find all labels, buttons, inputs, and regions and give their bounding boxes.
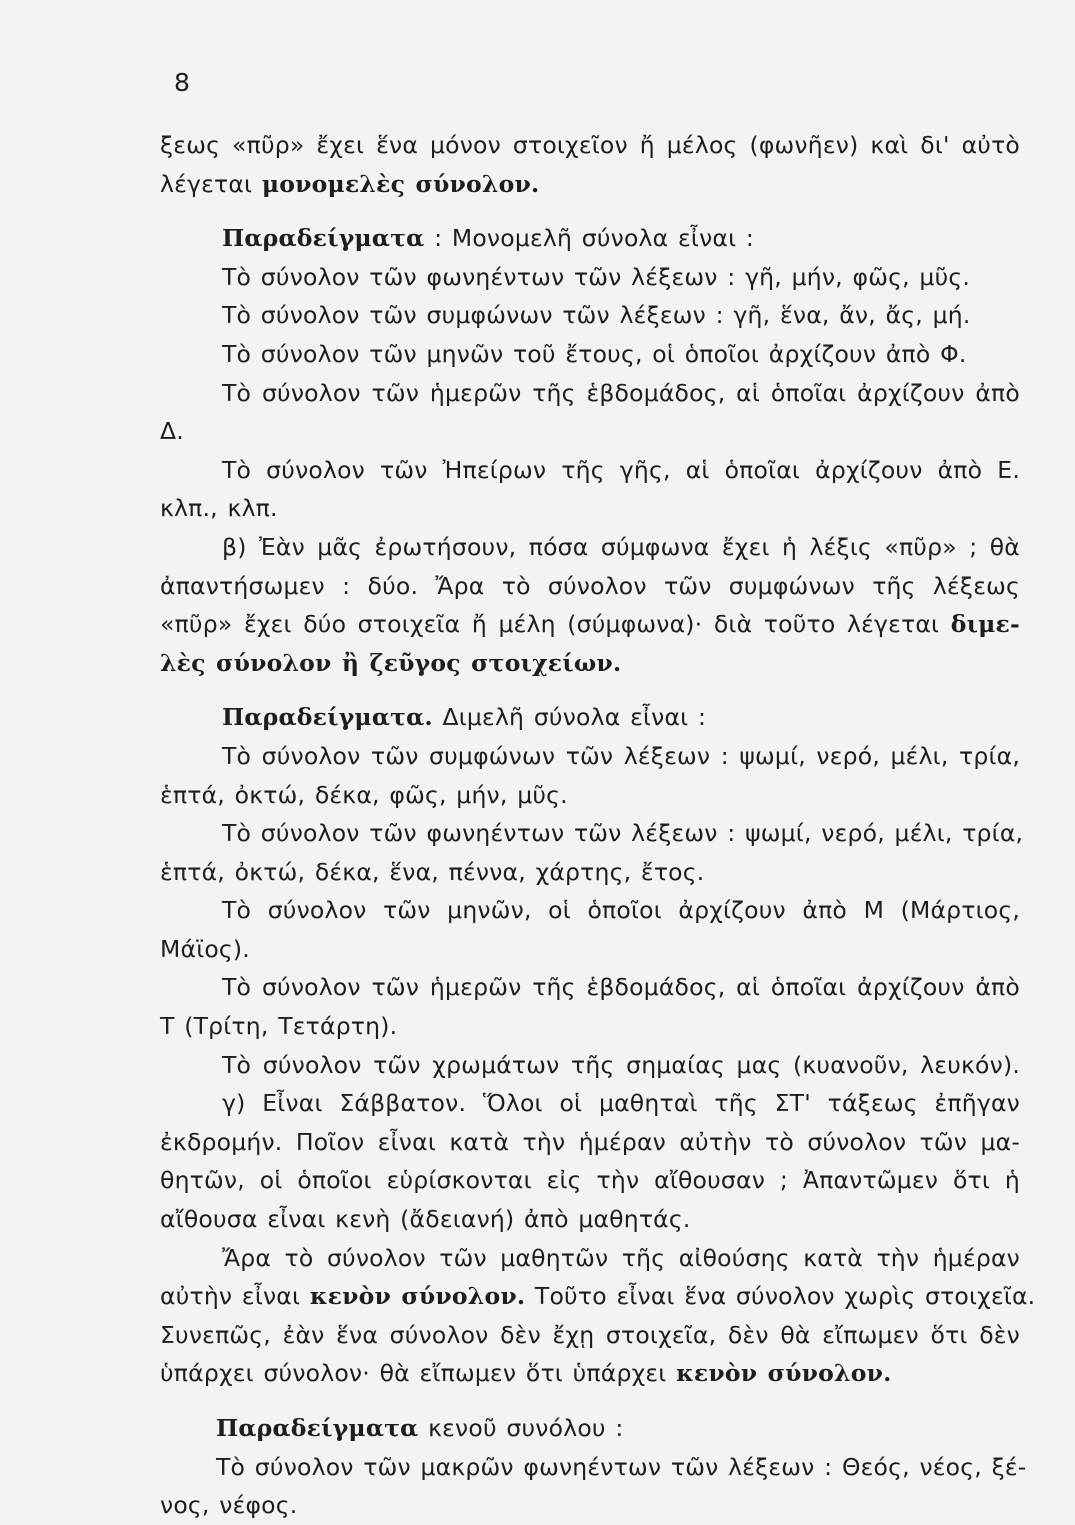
text-line: ἑπτά, ὀκτώ, δέκα, ἕνα, πέννα, χάρτης, ἔτος. <box>160 857 705 886</box>
text-line: Μάϊος). <box>160 934 250 963</box>
term-kenon: κενὸν σύνολον. <box>309 1282 526 1311</box>
text-line: Τὸ σύνολον τῶν ἡμερῶν τῆς ἑβδομάδος, αἱ ὁποῖαι ἀρχίζουν ἀπὸ <box>222 973 1020 1002</box>
text-line: «πῦρ» ἔχει δύο στοιχεῖα ἤ μέλη (σύμφωνα)· διὰ τοῦτο λέγεται διμε- <box>160 610 1020 639</box>
text-line: Τ (Τρίτη, Τετάρτη). <box>160 1012 398 1041</box>
text-line: Τὸ σύνολον τῶν Ἠπείρων τῆς γῆς, αἱ ὁποῖαι ἀρχίζουν ἀπὸ Ε. <box>222 455 1020 484</box>
text-line: Τὸ σύνολον τῶν μακρῶν φωνηέντων τῶν λέξεων : Θεός, νέος, ξέ- <box>216 1452 1027 1481</box>
text-line: ἑπτά, ὀκτώ, δέκα, φῶς, μήν, μῦς. <box>160 780 568 809</box>
text-line: Τὸ σύνολον τῶν μηνῶν τοῦ ἔτους, οἱ ὁποῖοι ἀρχίζουν ἀπὸ Φ. <box>222 339 967 368</box>
text-line: Τὸ σύνολον τῶν ἡμερῶν τῆς ἑβδομάδος, αἱ ὁποῖαι ἀρχίζουν ἀπὸ <box>222 378 1020 407</box>
text-line: αἴθουσα εἶναι κενὴ (ἄδειανή) ἀπὸ μαθητάς. <box>160 1205 691 1234</box>
text-line: γ) Εἶναι Σάββατον. Ὅλοι οἱ μαθηταὶ τῆς ΣΤ' τάξεως ἐπῆγαν <box>222 1089 1020 1118</box>
text-line: αὐτὴν εἶναι κενὸν σύνολον. Τοῦτο εἶναι ἕνα σύνολον χωρὶς στοιχεῖα. <box>160 1282 1036 1311</box>
text-line: ἀπαντήσωμεν : δύο. Ἄρα τὸ σύνολον τῶν συμφώνων τῆς λέξεως <box>160 571 1020 600</box>
text-line: Ἄρα τὸ σύνολον τῶν μαθητῶν τῆς αἰθούσης κατὰ τὴν ἡμέραν <box>222 1243 1020 1272</box>
text-line: Τὸ σύνολον τῶν φωνηέντων τῶν λέξεων : γῆ, μήν, φῶς, μῦς. <box>222 262 971 291</box>
text-line: κλπ., κλπ. <box>160 494 278 523</box>
text-line: Τὸ σύνολον τῶν συμφώνων τῶν λέξεων : γῆ, ἕνα, ἄν, ἄς, μή. <box>222 301 971 330</box>
text-line: Δ. <box>160 417 184 446</box>
term-kenon: κενὸν σύνολον. <box>676 1359 892 1388</box>
examples-heading: Παραδείγματα κενοῦ συνόλου : <box>216 1414 624 1442</box>
term-monomeles: μονομελὲς σύνολον. <box>261 169 540 198</box>
text-line: Συνεπῶς, ἐὰν ἕνα σύνολον δὲν ἔχῃ στοιχεῖα, δὲν θὰ εἴπωμεν ὅτι δὲν <box>160 1320 1020 1349</box>
page-number: 8 <box>174 68 190 97</box>
text-line: ξεως «πῦρ» ἔχει ἕνα μόνον στοιχεῖον ἤ μέλος (φωνῆεν) καὶ δι' αὐτὸ <box>160 131 1020 159</box>
text-line: Τὸ σύνολον τῶν χρωμάτων τῆς σημαίας μας (κυανοῦν, λευκόν). <box>222 1050 1020 1079</box>
text-line: θητῶν, οἱ ὁποῖοι εὑρίσκονται εἰς τὴν αἴθουσαν ; Ἀπαντῶμεν ὅτι ἡ <box>160 1166 1020 1195</box>
examples-heading: Παραδείγματα. Διμελῆ σύνολα εἶναι : <box>222 703 707 732</box>
term-dimeles: λὲς σύνολον ἢ ζεῦγος στοιχείων. <box>160 648 622 677</box>
text-line: λέγεται μονομελὲς σύνολον. <box>160 169 540 198</box>
text-line: Τὸ σύνολον τῶν φωνηέντων τῶν λέξεων : ψωμί, νερό, μέλι, τρία, <box>222 819 1024 848</box>
text-line: β) Ἐὰν μᾶς ἐρωτήσουν, πόσα σύμφωνα ἔχει ἡ λέξις «πῦρ» ; θὰ <box>222 532 1020 561</box>
text-line: νος, νέφος. <box>160 1491 298 1520</box>
text-line: ὑπάρχει σύνολον· θὰ εἴπωμεν ὅτι ὑπάρχει κενὸν σύνολον. <box>160 1359 892 1388</box>
text-line: Τὸ σύνολον τῶν μηνῶν, οἱ ὁποῖοι ἀρχίζουν ἀπὸ Μ (Μάρτιος, <box>222 896 1020 925</box>
text-line: ἐκδρομήν. Ποῖον εἶναι κατὰ τὴν ἡμέραν αὐτὴν τὸ σύνολον τῶν μα- <box>160 1127 1020 1156</box>
text-line: Τὸ σύνολον τῶν συμφώνων τῶν λέξεων : ψωμί, νερό, μέλι, τρία, <box>222 741 1020 770</box>
body-text <box>160 126 1036 1525</box>
examples-heading: Παραδείγματα : Μονομελῆ σύνολα εἶναι : <box>222 224 755 253</box>
